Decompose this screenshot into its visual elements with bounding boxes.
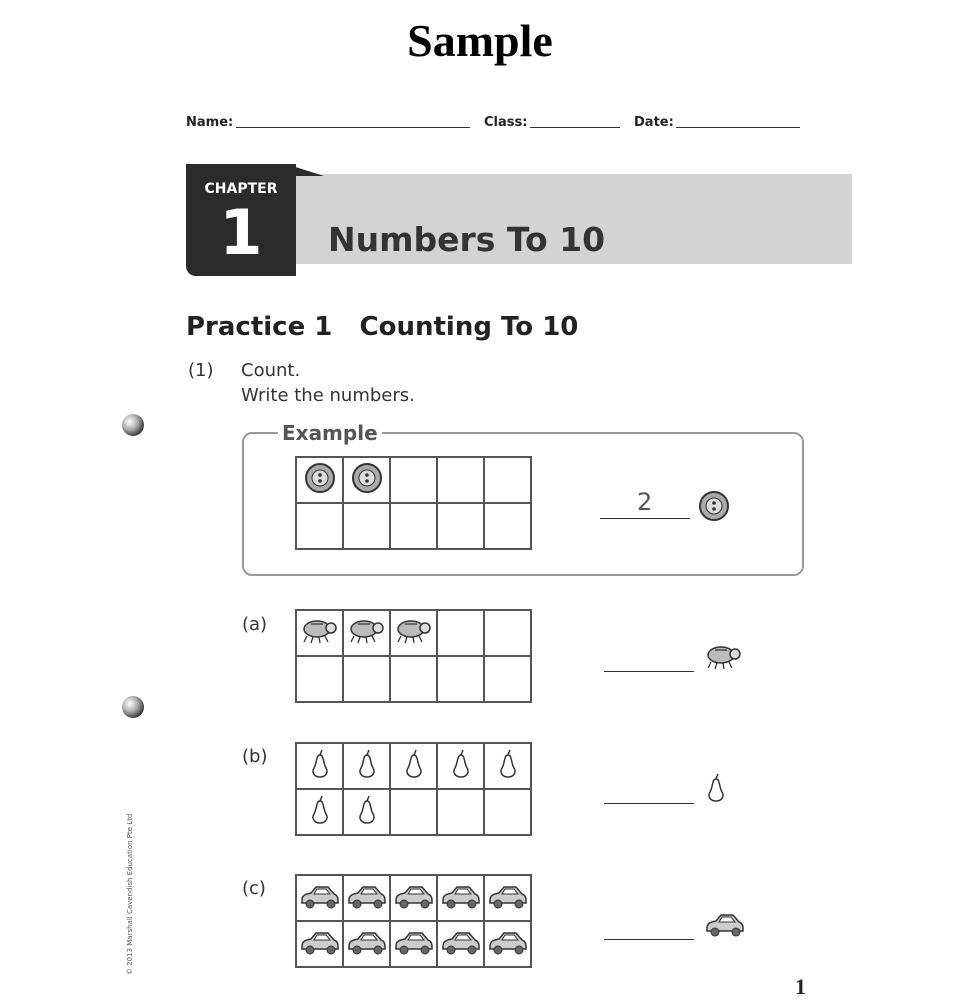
button-icon — [304, 462, 336, 498]
item-b-label: (b) — [242, 746, 268, 767]
ten-frame-cell — [437, 457, 484, 503]
ten-frame-cell — [390, 875, 437, 921]
button-icon — [698, 490, 730, 526]
item-a-label: (a) — [242, 614, 268, 635]
ten-frame-cell — [296, 457, 343, 503]
ten-frame-cell — [390, 656, 437, 702]
ten-frame-cell — [484, 875, 531, 921]
ten-frame-cell — [343, 503, 390, 549]
ten-frame-cell — [437, 656, 484, 702]
ten-frame-cell — [296, 503, 343, 549]
copyright: © 2013 Marshall Cavendish Education Pte Ltd — [126, 813, 134, 975]
ten-frame-cell — [343, 743, 390, 789]
chapter-title: Numbers To 10 — [328, 220, 606, 259]
ten-frame-cell — [343, 457, 390, 503]
ten-frame-cell — [296, 610, 343, 656]
ten-frame-cell — [484, 503, 531, 549]
pear-icon — [309, 795, 331, 829]
ten-frame-cell — [437, 610, 484, 656]
ten-frame-cell — [437, 875, 484, 921]
bug-icon — [705, 643, 743, 675]
example-answer: 2 — [637, 488, 653, 516]
bug-icon — [301, 617, 339, 649]
ten-frame-cell — [437, 789, 484, 835]
car-icon — [393, 882, 435, 914]
ten-frame-cell — [390, 610, 437, 656]
bug-icon — [348, 617, 386, 649]
chapter-word: CHAPTER — [204, 181, 278, 197]
ten-frame-cell — [296, 921, 343, 967]
item-c-label: (c) — [242, 878, 266, 899]
chapter-number: 1 — [219, 196, 263, 269]
question-line-1: Count. — [241, 360, 301, 381]
ten-frame-cell — [390, 457, 437, 503]
ten-frame-cell — [296, 743, 343, 789]
example-title: Example — [278, 421, 382, 445]
page-number: 1 — [795, 974, 806, 999]
sample-banner: Sample — [407, 15, 553, 66]
button-icon — [351, 462, 383, 498]
question-number: (1) — [188, 360, 214, 381]
ten-frame-b — [295, 742, 532, 836]
ten-frame-cell — [484, 921, 531, 967]
ten-frame-cell — [343, 656, 390, 702]
class-field[interactable] — [530, 127, 620, 128]
ten-frame-cell — [484, 743, 531, 789]
ten-frame-cell — [390, 503, 437, 549]
ten-frame-cell — [343, 921, 390, 967]
car-icon — [440, 928, 482, 960]
ten-frame-a — [295, 609, 532, 703]
ten-frame-cell — [343, 610, 390, 656]
answer-field-a[interactable] — [604, 671, 694, 672]
pear-icon — [450, 749, 472, 783]
bug-icon — [395, 617, 433, 649]
date-field[interactable] — [676, 127, 800, 128]
pear-icon — [356, 795, 378, 829]
ten-frame-cell — [484, 610, 531, 656]
ten-frame-cell — [296, 656, 343, 702]
example-answer-line — [600, 518, 690, 519]
ten-frame-cell — [437, 503, 484, 549]
answer-field-c[interactable] — [604, 939, 694, 940]
ten-frame-cell — [437, 743, 484, 789]
car-icon — [346, 882, 388, 914]
name-label: Name: — [186, 115, 234, 130]
answer-field-b[interactable] — [604, 803, 694, 804]
ten-frame-cell — [296, 789, 343, 835]
ten-frame-example — [295, 456, 532, 550]
practice-title: Practice 1 Counting To 10 — [186, 312, 579, 342]
car-icon — [346, 928, 388, 960]
ten-frame-cell — [343, 875, 390, 921]
pear-icon — [309, 749, 331, 783]
pear-icon — [497, 749, 519, 783]
date-label: Date: — [634, 115, 674, 130]
ten-frame-cell — [390, 921, 437, 967]
car-icon — [299, 928, 341, 960]
pear-icon — [403, 749, 425, 783]
binder-hole — [122, 414, 144, 436]
binder-hole — [122, 696, 144, 718]
name-field[interactable] — [236, 127, 470, 128]
chapter-tab — [286, 164, 324, 176]
pear-icon — [356, 749, 378, 783]
ten-frame-cell — [484, 457, 531, 503]
ten-frame-cell — [484, 656, 531, 702]
car-icon — [299, 882, 341, 914]
car-icon — [487, 882, 529, 914]
question-line-2: Write the numbers. — [241, 385, 415, 406]
car-icon — [487, 928, 529, 960]
ten-frame-cell — [343, 789, 390, 835]
ten-frame-cell — [390, 743, 437, 789]
ten-frame-c — [295, 874, 532, 968]
ten-frame-cell — [296, 875, 343, 921]
ten-frame-cell — [437, 921, 484, 967]
car-icon — [440, 882, 482, 914]
ten-frame-cell — [390, 789, 437, 835]
car-icon — [393, 928, 435, 960]
ten-frame-cell — [484, 789, 531, 835]
car-icon — [704, 910, 746, 942]
class-label: Class: — [484, 115, 528, 130]
pear-icon — [705, 773, 727, 807]
